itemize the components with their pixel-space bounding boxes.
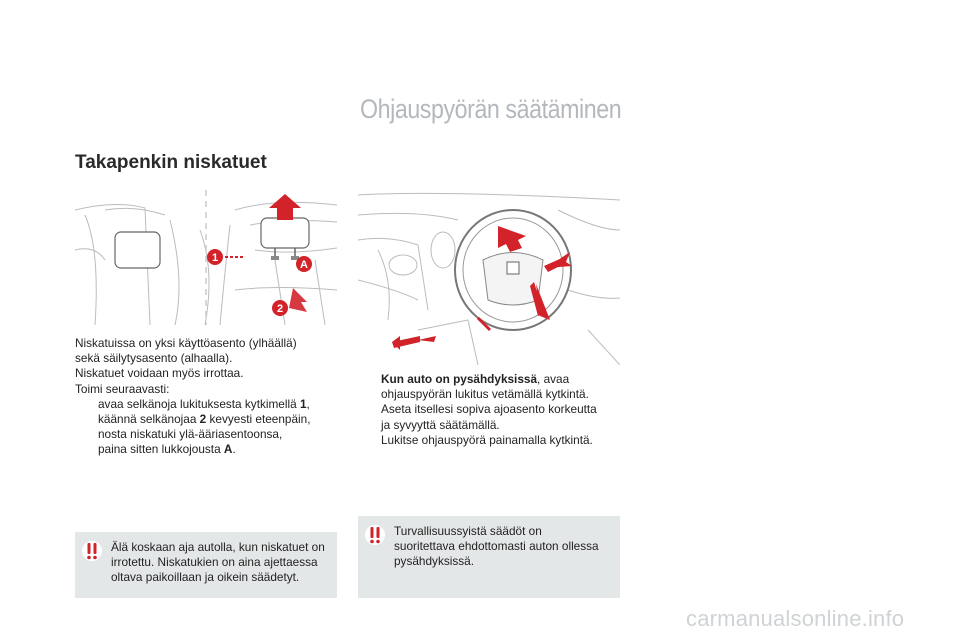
bullet-text: , <box>306 396 310 411</box>
warning-text: oltava paikoillaan ja oikein säädetyt. <box>111 570 300 585</box>
warning-exclamation-icon <box>364 524 386 546</box>
bullet-text: kevyesti eteenpäin, <box>206 412 311 427</box>
label-2: 2 <box>276 303 284 315</box>
warning-box-steering <box>358 516 620 598</box>
bullet-text: paina sitten lukkojousta <box>98 442 224 457</box>
watermark: carmanualsonline.info <box>686 606 905 631</box>
list-item <box>75 397 337 412</box>
list-item <box>75 427 337 442</box>
list-item <box>358 433 620 448</box>
paragraph: sekä säilytysasento (alhaalla). <box>75 351 233 366</box>
headrest-illustration <box>75 190 337 325</box>
bullet-text: ja syvyyttä säätämällä. <box>381 417 500 432</box>
bullet-bold: 1 <box>299 396 307 411</box>
bullet-text: Aseta itsellesi sopiva ajoasento korkeutta <box>381 402 597 417</box>
bullet-bold: A <box>223 442 233 457</box>
paragraph: Toimi seuraavasti: <box>75 381 170 396</box>
warning-text: pysähdyksissä. <box>394 554 474 569</box>
bullet-text: , avaa <box>537 372 570 386</box>
warning-box-headrests <box>75 532 337 598</box>
bullet-text: Lukitse ohjauspyörä painamalla kytkintä. <box>381 432 593 447</box>
bullet-text: käännä selkänojaa <box>98 412 200 427</box>
bullet-text: ohjauspyörän lukitus vetämällä kytkintä. <box>381 387 589 402</box>
list-item <box>75 442 337 457</box>
bullet-bold: Kun auto on pysähdyksissä <box>381 372 538 386</box>
label-1-badge <box>207 249 223 265</box>
bullet-text: nosta niskatuki ylä-ääriasentoonsa, <box>98 427 283 442</box>
bullet-text: . <box>232 442 236 457</box>
warning-text: suoritettava ehdottomasti auton ollessa <box>394 539 599 554</box>
warning-text: Älä koskaan aja autolla, kun niskatuet on <box>111 540 325 554</box>
section-title: Ohjauspyörän säätäminen <box>360 94 622 124</box>
right-body-text <box>358 372 620 448</box>
label-a-badge <box>296 256 312 272</box>
bullet-text: avaa selkänoja lukituksesta kytkimellä <box>98 396 300 411</box>
label-a: A <box>300 259 308 271</box>
warning-text: Turvallisuussyistä säädöt on <box>394 524 542 538</box>
paragraph: Niskatuet voidaan myös irrottaa. <box>75 366 244 381</box>
left-body-text <box>75 336 337 458</box>
list-item <box>75 412 337 427</box>
steering-wheel-illustration <box>358 190 620 365</box>
list-item <box>358 372 620 402</box>
bullet-bold: 2 <box>199 412 207 427</box>
list-item <box>358 402 620 432</box>
label-1: 1 <box>211 252 219 264</box>
label-2-badge <box>272 300 288 316</box>
warning-exclamation-icon <box>81 540 103 562</box>
page-heading: Takapenkin niskatuet <box>75 152 267 173</box>
paragraph: Niskatuissa on yksi käyttöasento (ylhäällä) <box>75 336 297 350</box>
warning-text: irrotettu. Niskatukien on aina ajettaessa <box>111 555 318 570</box>
